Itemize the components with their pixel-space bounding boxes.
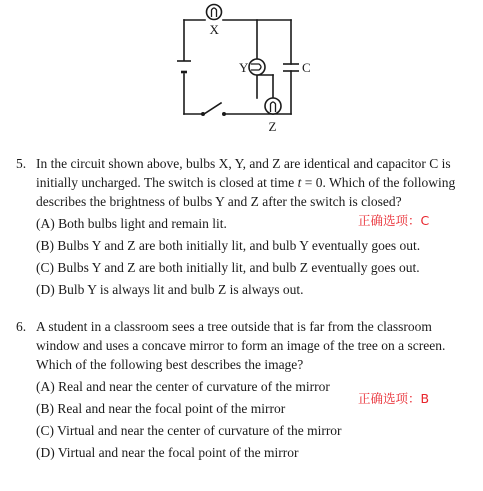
choice-c: (C) Bulbs Y and Z are both initially lit, and bulb Z eventually goes out. [36,260,420,275]
question-stem [36,154,468,211]
battery-symbol [177,61,191,72]
switch-contact-left [201,112,205,116]
stem-line-1: In the circuit shown above, bulbs X, Y, and Z are identical and capacitor C is [36,156,451,171]
question-number: 5. [16,156,27,171]
answer-note-q6: 正确选项：B [358,391,430,406]
choice-b: (B) Real and near the focal point of the mirror [36,401,286,416]
stem-line-2: window and uses a concave mirror to form an image of the tree on a screen. [36,338,446,353]
stem-line-3: describes the brightness of bulbs Y and Z after the switch is closed? [36,194,402,209]
choice-a: (A) Both bulbs light and remain lit. [36,216,227,231]
label-y: Y [239,60,249,75]
choice-d: (D) Bulb Y is always lit and bulb Z is always out. [36,282,304,297]
bulb-y-icon [249,59,265,75]
switch-arm [204,103,221,114]
stem-line-2a: initially uncharged. The switch is closed at time [36,175,298,190]
answer-note-q5: 正确选项：C [358,213,430,228]
question-stem [36,317,468,374]
choice-c: (C) Virtual and near the center of curvature of the mirror [36,423,342,438]
stem-line-2b: = 0. Which of the following [301,175,456,190]
choice-a: (A) Real and near the center of curvature of the mirror [36,379,330,394]
choice-b: (B) Bulbs Y and Z are both initially lit, and bulb Y eventually goes out. [36,238,421,253]
label-c: C [302,60,311,75]
bulb-z-icon [265,98,281,114]
stem-line-3: Which of the following best describes the image? [36,357,304,372]
switch-contact-right [222,112,226,116]
circuit-diagram [0,0,483,150]
stem-variable-t: t [297,175,302,190]
question-5 [16,154,468,304]
question-number: 6. [16,319,27,334]
label-x: X [209,22,219,37]
capacitor-symbol [283,64,299,71]
label-z: Z [268,119,277,134]
bulb-x-icon [207,5,222,20]
choice-d: (D) Virtual and near the focal point of the mirror [36,445,299,460]
stem-line-1: A student in a classroom sees a tree outside that is far from the classroom [36,319,432,334]
